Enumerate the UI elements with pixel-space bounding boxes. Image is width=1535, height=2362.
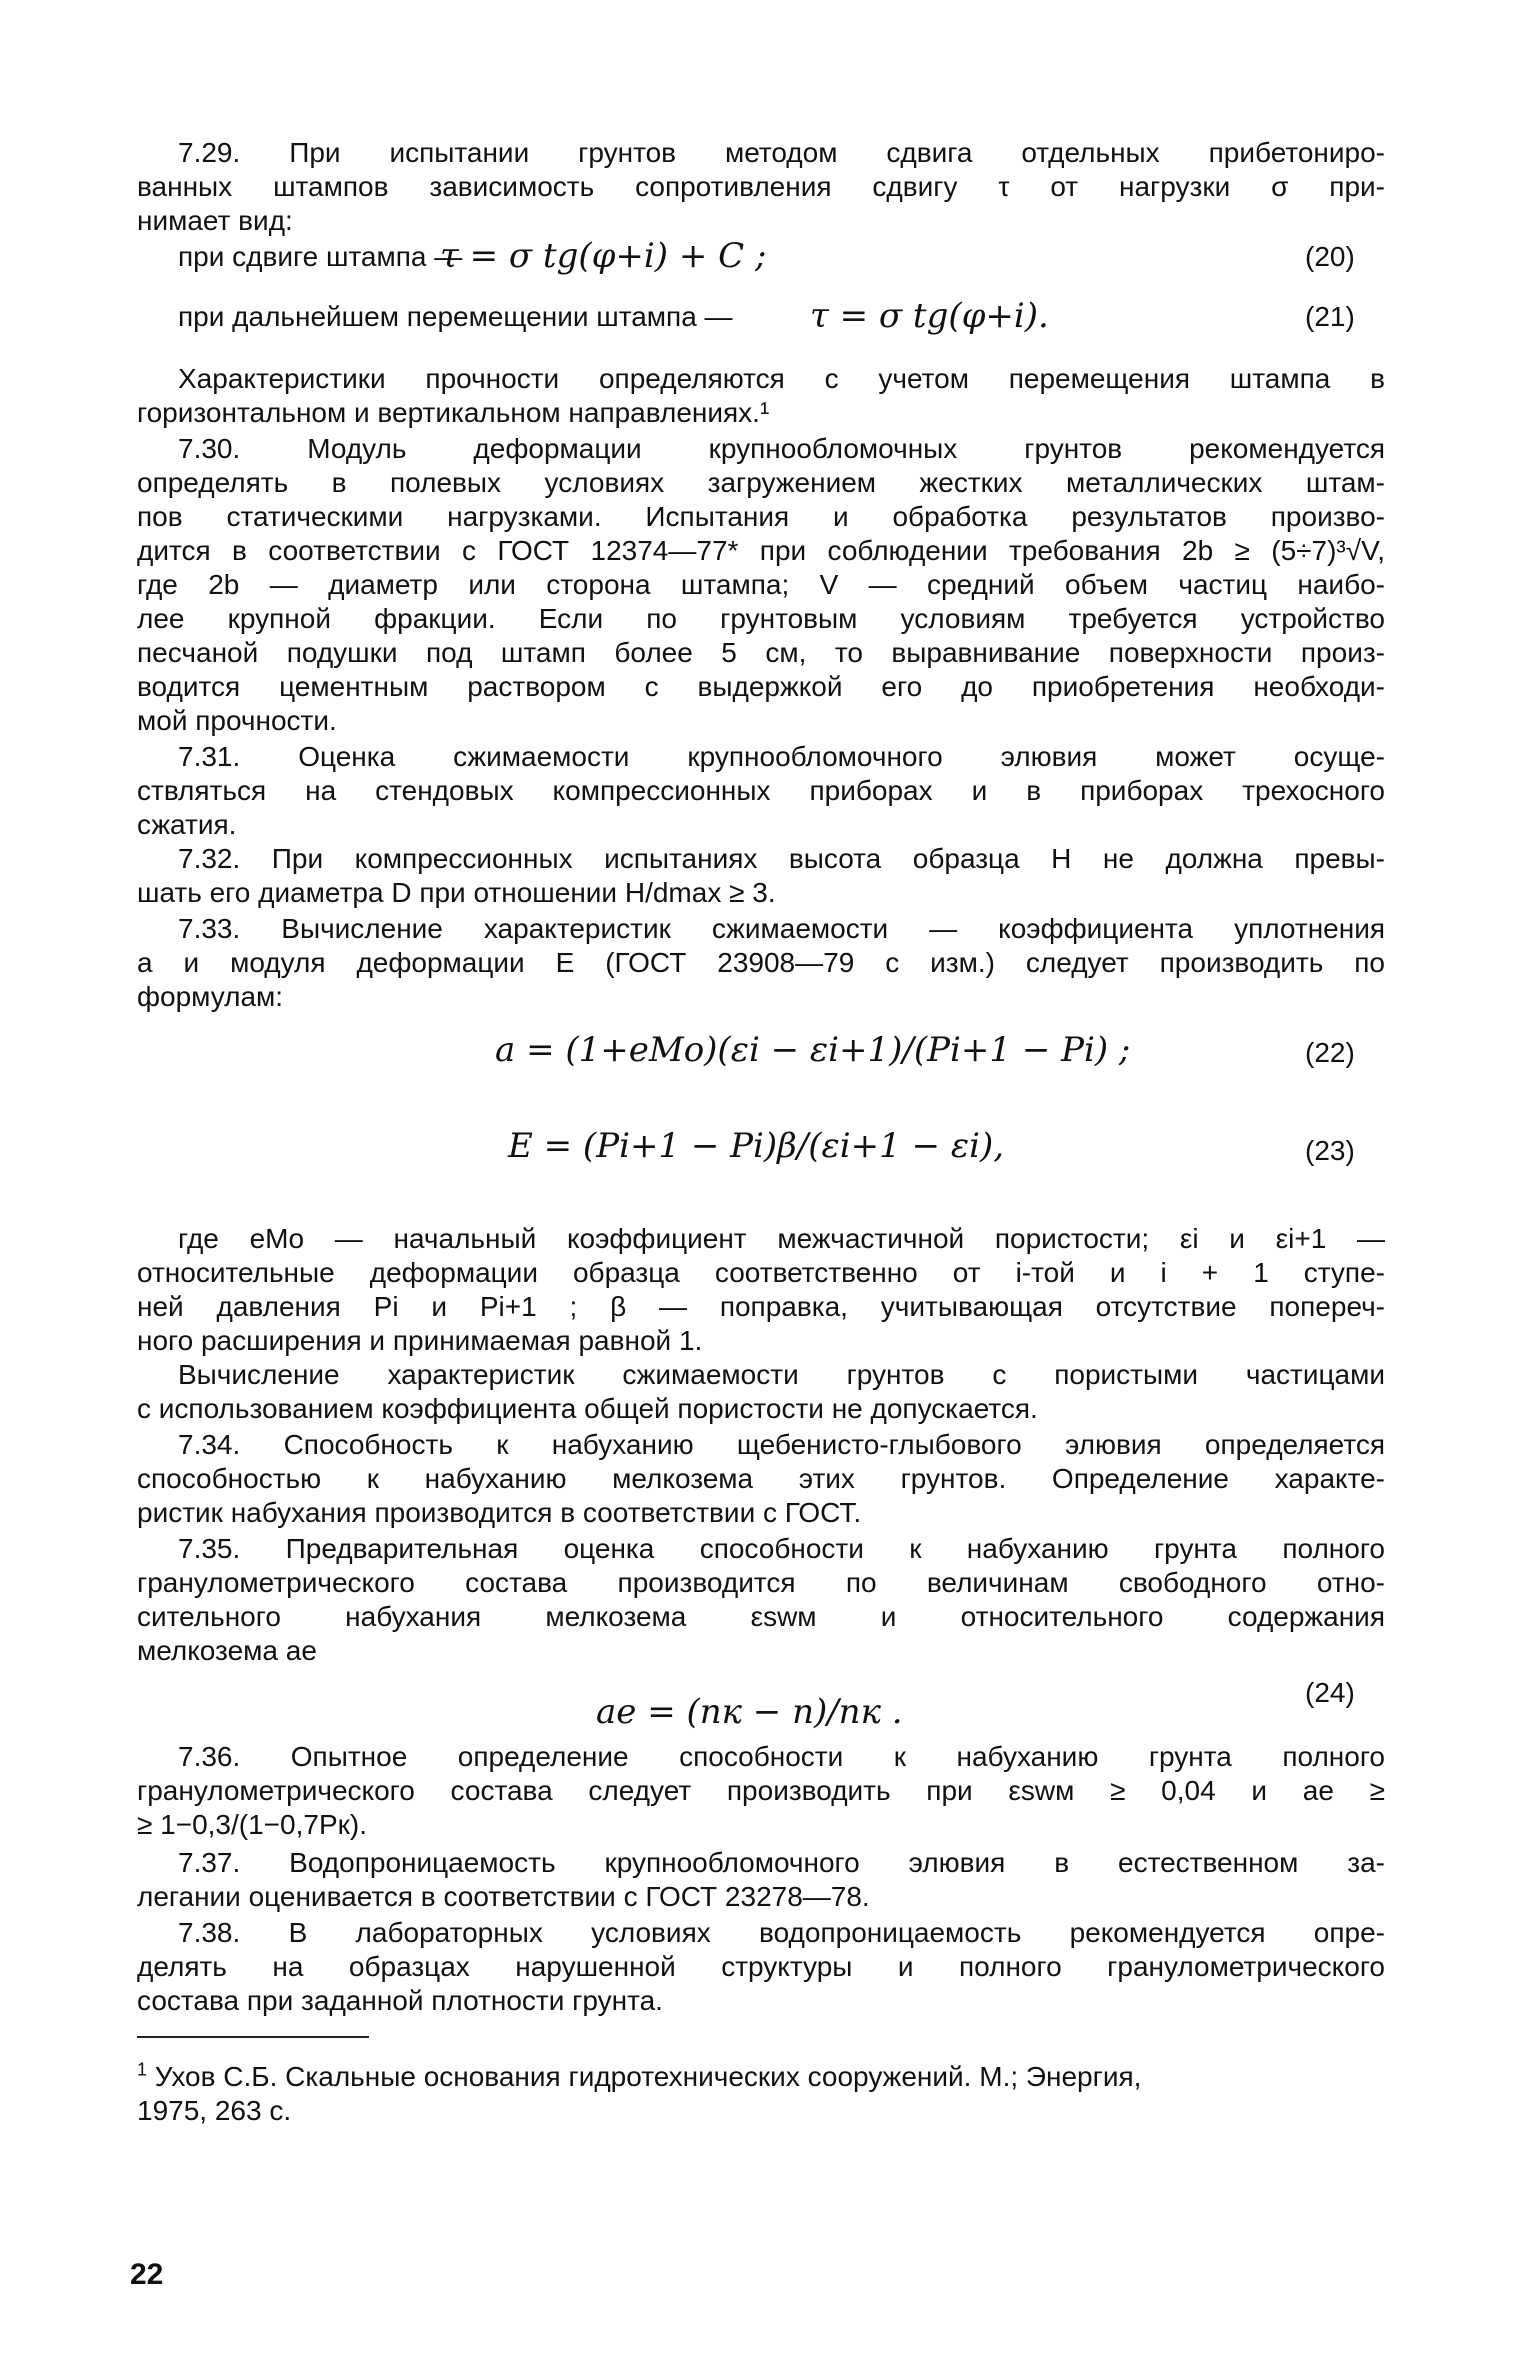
p730-line4: дится в соответствии с ГОСТ 12374—77* при соблюдении требования 2b ≥ (5÷7)³√V, bbox=[137, 535, 1385, 566]
formula-20: τ = σ tg(φ+i) + C ; bbox=[440, 236, 767, 276]
formula-21: τ = σ tg(φ+i). bbox=[810, 296, 1049, 336]
p731-line3: сжатия. bbox=[137, 809, 237, 840]
p730-line2: определять в полевых условиях загружением жестких металлических штам- bbox=[137, 467, 1385, 498]
where-line3: ней давления Pi и Pi+1 ; β — поправка, учитывающая отсутствие попереч- bbox=[137, 1291, 1385, 1322]
formula-23: E = (Pi+1 − Pi)β/(εi+1 − εi), bbox=[508, 1126, 1005, 1166]
p731-line2: ствляться на стендовых компрессионных приборах и в приборах трехосного bbox=[137, 775, 1385, 806]
formula-20-number: (20) bbox=[1305, 241, 1355, 272]
p737-line2: легании оценивается в соответствии с ГОСТ 23278—78. bbox=[137, 1881, 870, 1912]
footnote-text-1: Ухов С.Б. Скальные основания гидротехнических сооружений. М.; Энергия, bbox=[154, 2061, 1142, 2092]
p733-line2: a и модуля деформации E (ГОСТ 23908—79 с изм.) следует производить по bbox=[137, 947, 1385, 978]
p735-line2: гранулометрического состава производится по величинам свободного отно- bbox=[137, 1567, 1385, 1598]
p734-line2: способностью к набуханию мелкозема этих грунтов. Определение характе- bbox=[137, 1463, 1385, 1494]
p729-line2: ванных штампов зависимость сопротивления сдвигу τ от нагрузки σ при- bbox=[137, 171, 1385, 202]
footnote-line1 bbox=[137, 2060, 1385, 2094]
where-line1: где eMo — начальный коэффициент межчастичной пористости; εi и εi+1 — bbox=[178, 1223, 1385, 1254]
footnote-rule bbox=[137, 2036, 369, 2038]
char-line2: горизонтальном и вертикальном направлениях.¹ bbox=[137, 397, 770, 428]
p735-line1: 7.35. Предварительная оценка способности к набуханию грунта полного bbox=[178, 1533, 1385, 1564]
p730-line7: песчаной подушки под штамп более 5 см, то выравнивание поверхности произ- bbox=[137, 637, 1385, 668]
p734-line3: ристик набухания производится в соответствии с ГОСТ. bbox=[137, 1497, 862, 1528]
p730-line5: где 2b — диаметр или сторона штампа; V — средний объем частиц наибо- bbox=[137, 569, 1385, 600]
formula-21-label: при дальнейшем перемещении штампа — bbox=[178, 301, 733, 332]
p730-line9: мой прочности. bbox=[137, 705, 337, 736]
formula-24-number: (24) bbox=[1305, 1677, 1355, 1708]
p730-line1: 7.30. Модуль деформации крупнообломочных грунтов рекомендуется bbox=[178, 433, 1385, 464]
p737-line1: 7.37. Водопроницаемость крупнообломочного элювия в естественном за- bbox=[178, 1847, 1385, 1878]
p730-line6: лее крупной фракции. Если по грунтовым условиям требуется устройство bbox=[137, 603, 1385, 634]
p732-line2: шать его диаметра D при отношении H/dmax ≥ 3. bbox=[137, 877, 776, 908]
calc-line1: Вычисление характеристик сжимаемости грунтов с пористыми частицами bbox=[178, 1359, 1385, 1390]
calc-line2: с использованием коэффициента общей пористости не допускается. bbox=[137, 1393, 1038, 1424]
p733-line1: 7.33. Вычисление характеристик сжимаемости — коэффициента уплотнения bbox=[178, 913, 1385, 944]
formula-21-number: (21) bbox=[1305, 301, 1355, 332]
char-line1: Характеристики прочности определяются с учетом перемещения штампа в bbox=[178, 363, 1385, 394]
p734-line1: 7.34. Способность к набуханию щебенисто-глыбового элювия определяется bbox=[178, 1429, 1385, 1460]
p732-line1: 7.32. При компрессионных испытаниях высота образца H не должна превы- bbox=[178, 843, 1385, 874]
p738-line1: 7.38. В лабораторных условиях водопроницаемость рекомендуется опре- bbox=[178, 1917, 1385, 1948]
where-line4: ного расширения и принимаемая равной 1. bbox=[137, 1325, 703, 1356]
formula-24: ae = (nк − n)/nк . bbox=[596, 1692, 903, 1732]
footnote-line2: 1975, 263 с. bbox=[137, 2095, 292, 2126]
p736-line2: гранулометрического состава следует производить при εswм ≥ 0,04 и ae ≥ bbox=[137, 1775, 1385, 1806]
p730-line8: водится цементным раствором с выдержкой его до приобретения необходи- bbox=[137, 671, 1385, 702]
p736-line1: 7.36. Опытное определение способности к набуханию грунта полного bbox=[178, 1741, 1385, 1772]
footnote-mark: 1 bbox=[137, 2059, 148, 2080]
p738-line3: состава при заданной плотности грунта. bbox=[137, 1985, 663, 2016]
p731-line1: 7.31. Оценка сжимаемости крупнообломочного элювия может осуще- bbox=[178, 741, 1385, 772]
formula-22-number: (22) bbox=[1305, 1037, 1355, 1068]
p733-line3: формулам: bbox=[137, 981, 284, 1012]
p735-line4: мелкозема ae bbox=[137, 1635, 317, 1666]
p729-line3: нимает вид: bbox=[137, 205, 293, 236]
page-number: 22 bbox=[130, 2258, 164, 2291]
p736-line3: ≥ 1−0,3/(1−0,7Pк). bbox=[137, 1809, 367, 1840]
where-line2: относительные деформации образца соответственно от i-той и i + 1 ступе- bbox=[137, 1257, 1385, 1288]
p730-line3: пов статическими нагрузками. Испытания и обработка результатов произво- bbox=[137, 501, 1385, 532]
formula-22: a = (1+eMo)(εi − εi+1)/(Pi+1 − Pi) ; bbox=[495, 1030, 1131, 1070]
p738-line2: делять на образцах нарушенной структуры и полного гранулометрического bbox=[137, 1951, 1385, 1982]
formula-23-number: (23) bbox=[1305, 1135, 1355, 1166]
formula-20-label: при сдвиге штампа — bbox=[178, 241, 463, 272]
p735-line3: сительного набухания мелкозема εswм и относительного содержания bbox=[137, 1601, 1385, 1632]
p729-line1: 7.29. При испытании грунтов методом сдвига отдельных прибетониро- bbox=[178, 137, 1385, 168]
